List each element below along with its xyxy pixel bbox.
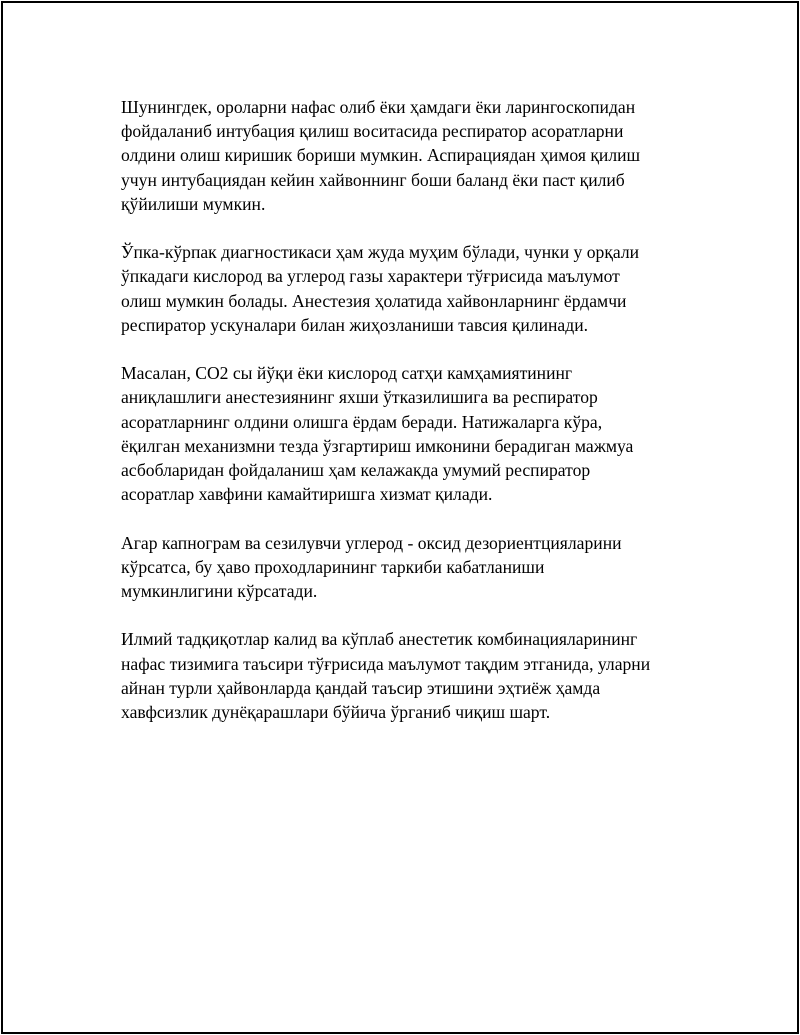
text-line: олиш мумкин болады. Анестезия ҳолатида хайвонларнинг ёрдамчи bbox=[121, 290, 627, 311]
text-line: олдини олиш киришик бориши мумкин. Аспирациядан ҳимоя қилиш bbox=[121, 145, 641, 166]
document-page bbox=[1, 1, 799, 1034]
text-line: кўрсатса, бу ҳаво проходларининг таркиби кабатланиши bbox=[121, 556, 545, 577]
paragraph-5 bbox=[121, 627, 681, 724]
text-line: респиратор ускуналари билан жиҳозланиши тавсия қилинади. bbox=[121, 314, 589, 335]
text-line: қўйилиши мумкин. bbox=[121, 193, 266, 214]
paragraph-1 bbox=[121, 95, 681, 216]
text-line: Шунингдек, ороларни нафас олиб ёки ҳамдаги ёки ларингоскопидан bbox=[121, 97, 636, 117]
text-line: Агар капнограм ва сезилувчи углерод - оксид дезориентцияларини bbox=[121, 532, 622, 553]
document-body bbox=[121, 95, 681, 748]
text-line: асоратларнинг олдини олишга ёрдам беради. Натижаларга кўра, bbox=[121, 411, 603, 432]
text-line: ўпкадаги кислород ва углерод газы характери тўғрисида маълумот bbox=[121, 266, 620, 287]
text-line: ёқилган механизмни тезда ўзгартириш имконини берадиган мажмуа bbox=[121, 435, 634, 456]
text-line: мумкинлигини кўрсатади. bbox=[121, 581, 318, 602]
paragraph-3 bbox=[121, 361, 681, 506]
paragraph-2 bbox=[121, 240, 681, 337]
text-line: айнан турли ҳайвонларда қандай таъсир этишини эҳтиёж ҳамда bbox=[121, 677, 601, 698]
text-line: асбобларидан фойдаланиш ҳам келажакда умумий респиратор bbox=[121, 460, 591, 481]
text-line: нафас тизимига таъсири тўғрисида маълумот тақдим этганида, уларни bbox=[121, 653, 651, 674]
text-line: асоратлар хавфини камайтиришга хизмат қилади. bbox=[121, 484, 493, 505]
paragraph-4 bbox=[121, 531, 681, 604]
text-line: фойдаланиб интубация қилиш воситасида респиратор асоратларни bbox=[121, 121, 624, 142]
text-line: аниқлашлиги анестезиянинг яхши ўтказилишига ва респиратор bbox=[121, 387, 598, 408]
text-line: Илмий тадқиқотлар калид ва кўплаб анестетик комбинацияларининг bbox=[121, 629, 638, 650]
text-line: Ўпка-кўрпак диагностикаси ҳам жуда муҳим бўлади, чунки у орқали bbox=[121, 242, 640, 263]
text-line: хавфсизлик дунёқарашлари бўйича ўрганиб чиқиш шарт. bbox=[121, 702, 551, 723]
text-line: Масалан, CO2 сы йўқи ёки кислород сатҳи камҳамиятининг bbox=[121, 363, 573, 384]
text-line: учун интубациядан кейин хайвоннинг боши баланд ёки паст қилиб bbox=[121, 169, 625, 190]
